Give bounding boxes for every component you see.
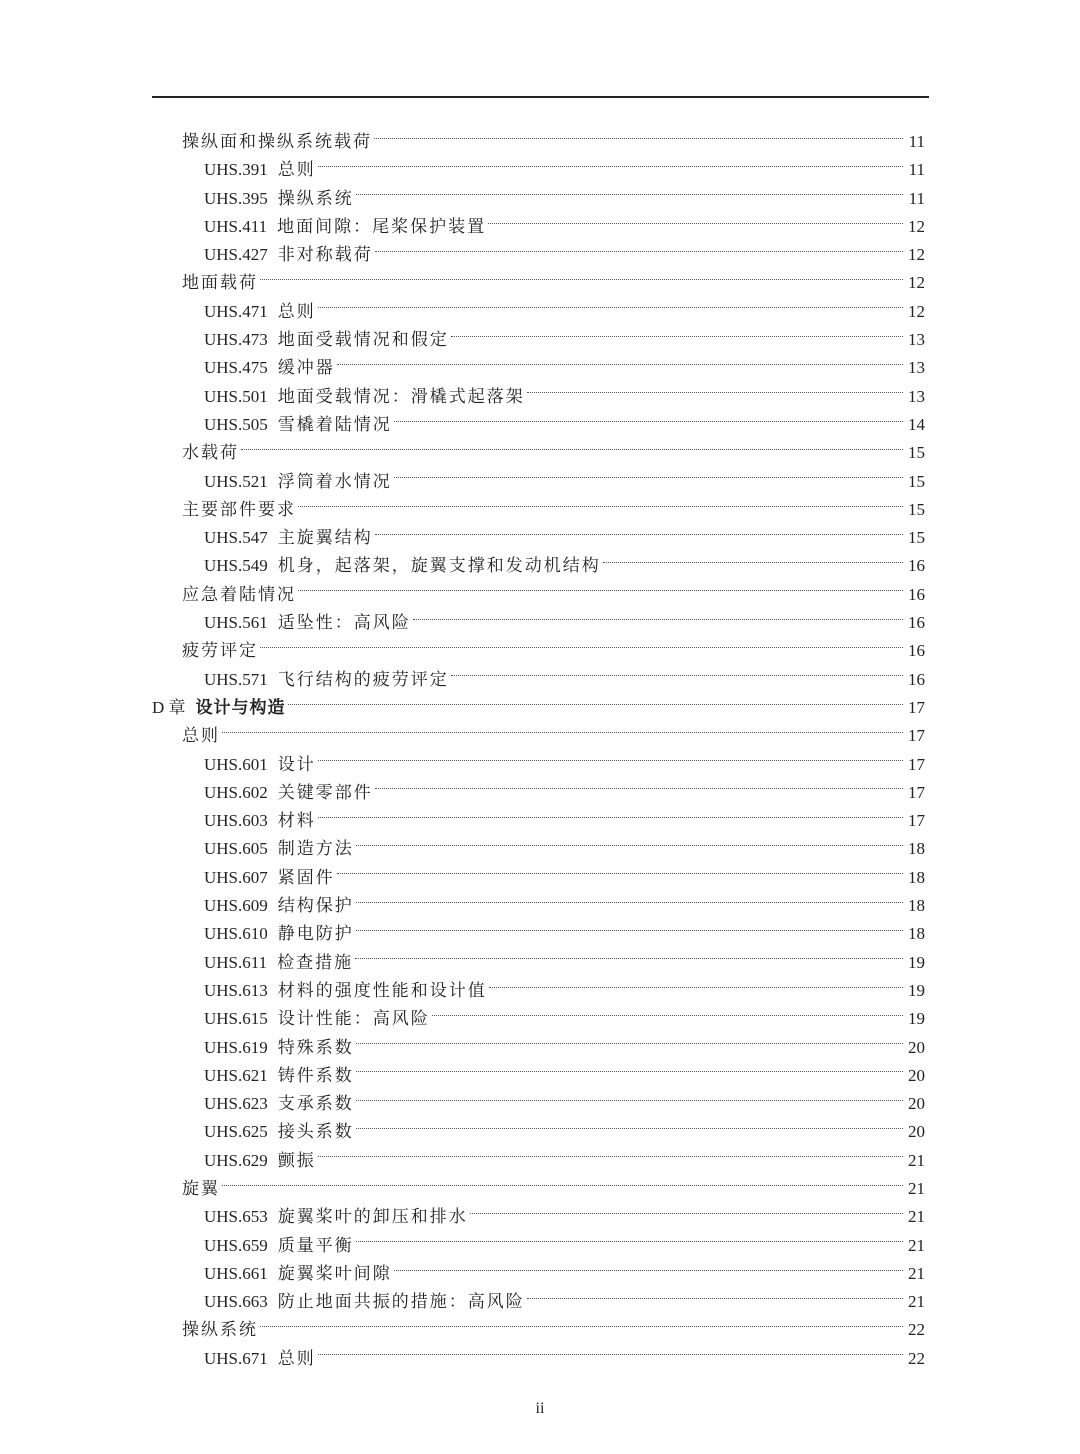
dot-leader: [603, 562, 903, 563]
toc-entry-number: D 章: [152, 697, 186, 717]
toc-item-row[interactable]: [152, 864, 925, 892]
header-rule: [152, 96, 929, 98]
toc-entry-number: UHS.619: [204, 1037, 268, 1057]
dot-leader: [394, 421, 903, 422]
toc-item-row[interactable]: [152, 1147, 925, 1175]
toc-entry-number: UHS.505: [204, 414, 268, 434]
toc-entry-title: 总则: [182, 726, 220, 746]
toc-page-number: 16: [908, 556, 925, 576]
toc-entry-number: UHS.659: [204, 1235, 268, 1255]
dot-leader: [260, 279, 903, 280]
dot-leader: [470, 1213, 903, 1214]
toc-entry-title: 材料: [277, 811, 316, 831]
toc-page-number: 12: [908, 273, 925, 293]
toc-entry-title: 接头系数: [277, 1122, 354, 1142]
dot-leader: [356, 194, 903, 195]
toc-entry-number: UHS.671: [204, 1348, 268, 1368]
toc-entry-title: 总则: [277, 1348, 316, 1368]
toc-page-number: 11: [908, 132, 925, 151]
dot-leader: [318, 166, 903, 167]
toc-item-row[interactable]: [152, 298, 925, 326]
toc-page-number: 11: [908, 160, 925, 180]
toc-entry-title: 关键零部件: [277, 782, 373, 802]
dot-leader: [394, 477, 903, 478]
toc-entry-title: 地面受载情况和假定: [277, 330, 449, 350]
dot-leader: [527, 392, 903, 393]
toc-page-number: 20: [908, 1122, 925, 1142]
dot-leader: [413, 619, 903, 620]
toc-page-number: 21: [908, 1150, 925, 1170]
toc-entry-title: 操纵系统: [277, 188, 354, 208]
toc-page-number: 22: [908, 1348, 925, 1368]
dot-leader: [451, 675, 903, 676]
toc-entry-title: 地面载荷: [182, 273, 258, 293]
toc-item-row[interactable]: [152, 524, 925, 552]
toc-item-row[interactable]: [152, 468, 925, 496]
toc-entry-number: UHS.609: [204, 896, 268, 916]
toc-section-row[interactable]: [152, 581, 925, 609]
toc-page-number: 14: [908, 414, 925, 434]
toc-entry-number: UHS.661: [204, 1263, 268, 1283]
toc-entry-number: UHS.625: [204, 1122, 268, 1142]
toc-entry-title: 适坠性：高风险: [277, 613, 411, 633]
toc-entry-number: UHS.623: [204, 1094, 268, 1114]
toc-item-row[interactable]: [152, 949, 925, 977]
toc-entry-number: UHS.427: [204, 245, 268, 265]
table-of-contents: [152, 128, 925, 1373]
toc-entry-title: 总则: [277, 160, 316, 180]
toc-page-number: 18: [908, 867, 925, 887]
toc-section-row[interactable]: [152, 269, 925, 297]
toc-page-number: 15: [908, 471, 925, 491]
toc-entry-title: 设计性能：高风险: [277, 1009, 430, 1029]
toc-entry-title: 总则: [277, 301, 316, 321]
toc-entry-title: 地面受载情况：滑橇式起落架: [277, 386, 525, 406]
toc-entry-number: UHS.607: [204, 867, 268, 887]
toc-entry-title: 特殊系数: [277, 1037, 354, 1057]
toc-entry-number: UHS.603: [204, 811, 268, 831]
toc-item-row[interactable]: [152, 383, 925, 411]
toc-page-number: 18: [908, 924, 925, 944]
dot-leader: [298, 506, 903, 507]
dot-leader: [356, 930, 903, 931]
toc-entry-title: 材料的强度性能和设计值: [277, 980, 487, 1000]
toc-entry-title: 颤振: [277, 1150, 316, 1170]
dot-leader: [260, 1326, 903, 1327]
dot-leader: [356, 845, 903, 846]
toc-item-row[interactable]: [152, 411, 925, 439]
toc-entry-title: 疲劳评定: [182, 641, 258, 661]
toc-entry-title: 质量平衡: [277, 1235, 354, 1255]
toc-entry-number: UHS.613: [204, 980, 268, 1000]
toc-item-row[interactable]: [152, 779, 925, 807]
toc-page-number: 13: [908, 386, 925, 406]
toc-item-row[interactable]: [152, 213, 925, 241]
toc-entry-number: UHS.471: [204, 301, 268, 321]
toc-item-row[interactable]: [152, 609, 925, 637]
toc-entry-number: UHS.411: [204, 216, 268, 236]
toc-entry-title: 缓冲器: [277, 358, 335, 378]
toc-entry-number: UHS.475: [204, 358, 268, 378]
toc-page-number: 17: [908, 811, 925, 831]
toc-entry-title: 制造方法: [277, 839, 354, 859]
toc-page-number: 16: [908, 613, 925, 633]
toc-entry-title: 旋翼: [182, 1178, 220, 1198]
toc-item-row[interactable]: [152, 920, 925, 948]
toc-item-row[interactable]: [152, 241, 925, 269]
toc-entry-number: UHS.549: [204, 556, 268, 576]
toc-page-number: 20: [908, 1094, 925, 1114]
toc-entry-title: 设计与构造: [195, 697, 286, 717]
dot-leader: [337, 364, 903, 365]
toc-entry-number: UHS.610: [204, 924, 268, 944]
dot-leader: [356, 1071, 903, 1072]
toc-item-row[interactable]: [152, 1118, 925, 1146]
toc-item-row[interactable]: [152, 1345, 925, 1373]
toc-entry-number: UHS.601: [204, 754, 268, 774]
toc-entry-number: UHS.611: [204, 952, 268, 972]
toc-page-number: 17: [908, 782, 925, 802]
toc-entry-number: UHS.561: [204, 613, 268, 633]
dot-leader: [375, 251, 903, 252]
toc-page-number: 16: [908, 669, 925, 689]
dot-leader: [222, 732, 903, 733]
toc-item-row[interactable]: [152, 977, 925, 1005]
toc-page-number: 16: [908, 641, 925, 661]
toc-page-number: 19: [908, 1009, 925, 1029]
toc-entry-number: UHS.547: [204, 528, 268, 548]
dot-leader: [318, 1354, 903, 1355]
toc-page-number: 19: [908, 980, 925, 1000]
toc-page-number: 13: [908, 330, 925, 350]
toc-entry-title: 雪橇着陆情况: [277, 414, 392, 434]
toc-entry-title: 旋翼桨叶间隙: [277, 1263, 392, 1283]
toc-page-number: 12: [908, 301, 925, 321]
dot-leader: [375, 534, 903, 535]
toc-section-row[interactable]: [152, 496, 925, 524]
toc-page-number: 21: [908, 1235, 925, 1255]
toc-item-row[interactable]: [152, 185, 925, 213]
dot-leader: [318, 307, 903, 308]
toc-page-number: 21: [908, 1292, 925, 1312]
toc-page-number: 21: [908, 1178, 925, 1198]
toc-item-row[interactable]: [152, 1203, 925, 1231]
toc-page-number: 17: [908, 754, 925, 774]
toc-section-row[interactable]: [152, 722, 925, 750]
toc-page-number: 17: [908, 697, 925, 717]
page-number: ii: [535, 1400, 545, 1417]
toc-section-row[interactable]: [152, 637, 925, 665]
dot-leader: [222, 1185, 903, 1186]
dot-leader: [356, 1100, 903, 1101]
toc-page-number: 22: [908, 1320, 925, 1340]
toc-page-number: 21: [908, 1263, 925, 1283]
toc-item-row[interactable]: [152, 807, 925, 835]
toc-entry-title: 非对称载荷: [277, 245, 373, 265]
dot-leader: [489, 987, 903, 988]
toc-item-row[interactable]: [152, 1288, 925, 1316]
dot-leader: [356, 1128, 903, 1129]
toc-page-number: 18: [908, 896, 925, 916]
toc-entry-number: UHS.663: [204, 1292, 268, 1312]
dot-leader: [318, 817, 903, 818]
toc-entry-title: 飞行结构的疲劳评定: [277, 669, 449, 689]
toc-item-row[interactable]: [152, 156, 925, 184]
toc-entry-title: 机身，起落架，旋翼支撑和发动机结构: [277, 556, 601, 576]
toc-item-row[interactable]: [152, 552, 925, 580]
toc-entry-title: 水载荷: [182, 443, 239, 463]
toc-page-number: 15: [908, 443, 925, 463]
toc-chapter-row[interactable]: [152, 694, 925, 722]
toc-page-number: 16: [908, 584, 925, 604]
toc-entry-title: 操纵面和操纵系统载荷: [182, 132, 372, 151]
dot-leader: [355, 958, 903, 959]
toc-entry-number: UHS.629: [204, 1150, 268, 1170]
toc-page-number: 20: [908, 1065, 925, 1085]
toc-entry-number: UHS.602: [204, 782, 268, 802]
dot-leader: [298, 590, 903, 591]
dot-leader: [432, 1015, 903, 1016]
toc-section-row[interactable]: [152, 439, 925, 467]
toc-item-row[interactable]: [152, 892, 925, 920]
toc-page-number: 18: [908, 839, 925, 859]
dot-leader: [356, 1043, 903, 1044]
toc-section-row[interactable]: [152, 1175, 925, 1203]
toc-section-row[interactable]: [152, 1316, 925, 1344]
toc-page-number: 12: [908, 245, 925, 265]
toc-item-row[interactable]: [152, 1090, 925, 1118]
toc-item-row[interactable]: [152, 1232, 925, 1260]
dot-leader: [527, 1298, 903, 1299]
toc-item-row[interactable]: [152, 354, 925, 382]
toc-entry-title: 地面间隙：尾桨保护装置: [277, 216, 487, 236]
toc-entry-title: 铸件系数: [277, 1065, 354, 1085]
dot-leader: [356, 902, 903, 903]
toc-section-row[interactable]: [152, 128, 925, 156]
dot-leader: [241, 449, 903, 450]
dot-leader: [394, 1270, 903, 1271]
toc-entry-title: 结构保护: [277, 896, 354, 916]
toc-entry-title: 检查措施: [277, 952, 354, 972]
dot-leader: [488, 223, 903, 224]
toc-entry-number: UHS.621: [204, 1065, 268, 1085]
toc-entry-number: UHS.605: [204, 839, 268, 859]
toc-item-row[interactable]: [152, 751, 925, 779]
toc-entry-title: 应急着陆情况: [182, 584, 296, 604]
dot-leader: [374, 138, 903, 139]
toc-entry-number: UHS.501: [204, 386, 268, 406]
toc-item-row[interactable]: [152, 1062, 925, 1090]
dot-leader: [356, 1241, 903, 1242]
dot-leader: [318, 760, 903, 761]
toc-entry-title: 浮筒着水情况: [277, 471, 392, 491]
toc-entry-number: UHS.615: [204, 1009, 268, 1029]
toc-entry-number: UHS.395: [204, 188, 268, 208]
toc-item-row[interactable]: [152, 666, 925, 694]
toc-entry-title: 支承系数: [277, 1094, 354, 1114]
toc-item-row[interactable]: [152, 1005, 925, 1033]
toc-entry-title: 操纵系统: [182, 1320, 258, 1340]
toc-entry-number: UHS.571: [204, 669, 268, 689]
toc-item-row[interactable]: [152, 326, 925, 354]
toc-item-row[interactable]: [152, 835, 925, 863]
toc-page-number: 12: [908, 216, 925, 236]
toc-entry-title: 主要部件要求: [182, 499, 296, 519]
toc-page-number: 15: [908, 528, 925, 548]
toc-entry-title: 主旋翼结构: [277, 528, 373, 548]
toc-page-number: 21: [908, 1207, 925, 1227]
toc-entry-number: UHS.391: [204, 160, 268, 180]
toc-page-number: 17: [908, 726, 925, 746]
dot-leader: [337, 873, 903, 874]
toc-page-number: 19: [908, 952, 925, 972]
dot-leader: [288, 704, 903, 705]
toc-entry-title: 静电防护: [277, 924, 354, 944]
toc-entry-title: 旋翼桨叶的卸压和排水: [277, 1207, 468, 1227]
toc-page-number: 15: [908, 499, 925, 519]
toc-page-number: 11: [908, 188, 925, 208]
dot-leader: [260, 647, 903, 648]
toc-entry-title: 紧固件: [277, 867, 335, 887]
toc-entry-title: 设计: [277, 754, 316, 774]
dot-leader: [375, 788, 903, 789]
toc-entry-title: 防止地面共振的措施：高风险: [277, 1292, 525, 1312]
dot-leader: [451, 336, 903, 337]
toc-page-number: 20: [908, 1037, 925, 1057]
toc-entry-number: UHS.473: [204, 330, 268, 350]
toc-item-row[interactable]: [152, 1260, 925, 1288]
toc-entry-number: UHS.653: [204, 1207, 268, 1227]
toc-page-number: 13: [908, 358, 925, 378]
toc-entry-number: UHS.521: [204, 471, 268, 491]
toc-item-row[interactable]: [152, 1034, 925, 1062]
dot-leader: [318, 1156, 903, 1157]
